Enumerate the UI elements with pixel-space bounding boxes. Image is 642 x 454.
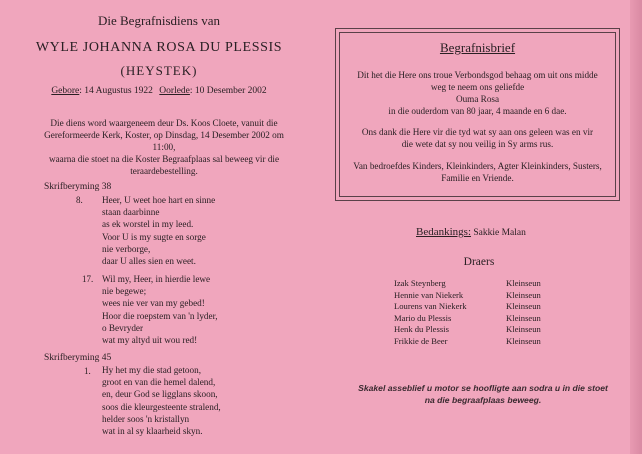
verse-line: Voor U is my sugte en sorge	[102, 231, 206, 242]
service-line: Gereformeerde Kerk, Koster, op Dinsdag, 14 Desember 2002 om 11:00,	[44, 130, 284, 152]
maiden-name: (HEYSTEK)	[120, 63, 198, 78]
service-line: Die diens word waargeneem deur Ds. Koos Cloete, vanuit die	[50, 118, 278, 128]
verse-line: daar U alles sien en weet.	[102, 256, 196, 267]
death-notice-box	[335, 28, 620, 201]
bearer-name: Frikkie de Beer	[394, 335, 448, 346]
notice-line: die wete dat sy nou veilig in Sy arms rus.	[401, 139, 554, 149]
verse-number: 1.	[84, 366, 91, 376]
bearer-name: Lourens van Niekerk	[394, 301, 467, 312]
bearer-relation: Kleinseun	[506, 312, 541, 323]
bearer-relation: Kleinseun	[506, 335, 541, 346]
notice-paragraph	[348, 69, 607, 117]
notice-paragraph	[348, 160, 607, 184]
bearer-name: Mario du Plessis	[394, 312, 452, 323]
verse-line: Wil my, Heer, in hierdie lewe	[102, 274, 211, 284]
verse-line: Hoor die roepstem van 'n lyder,	[102, 310, 218, 321]
note-line: Skakel asseblief u motor se hoofligte aan sodra u in die stoet	[358, 383, 608, 393]
bearer-name: Henk du Plessis	[394, 324, 449, 335]
died-value: : 10 Desember 2002	[189, 86, 267, 96]
program-title: Die Begrafnisdiens van	[97, 13, 221, 28]
headlights-note	[338, 383, 628, 406]
deceased-name: WYLE JOHANNA ROSA DU PLESSIS	[35, 40, 283, 55]
service-line: waarna die stoet na die Koster Begraafplaas sal beweeg vir die	[48, 154, 280, 164]
verse-line: wat in al sy klaarheid skyn.	[102, 426, 203, 437]
verse-line: wat my altyd uit wou red!	[102, 335, 198, 346]
verse-line: as ek worstel in my leed.	[102, 219, 194, 230]
notice-line: Ouma Rosa	[455, 94, 500, 104]
bearer-relation: Kleinseun	[506, 289, 541, 300]
bearer-relation: Kleinseun	[506, 278, 541, 288]
list-item	[394, 278, 566, 290]
verse-line: nie verborge,	[102, 243, 151, 254]
notice-line: Ons dank die Here vir die tyd wat sy aan ons geleen was en vir	[361, 127, 594, 137]
born-label: Gebore	[51, 86, 80, 96]
list-item	[394, 290, 566, 302]
bearer-relation: Kleinseun	[506, 324, 541, 335]
life-dates	[0, 86, 318, 96]
thanks-label: Bedankings:	[416, 226, 471, 238]
notice-line: in die ouderdom van 80 jaar, 4 maande en 6 dae.	[388, 106, 567, 116]
bearer-relation: Kleinseun	[506, 301, 541, 312]
thanks-line	[416, 226, 526, 238]
verse-line: Heer, U weet hoe hart en sinne	[102, 195, 216, 205]
verse-line: groot en van die hemel dalend,	[102, 377, 216, 388]
thanks-value: Sakkie Malan	[471, 228, 526, 238]
notice-line: weg te neem ons geliefde	[430, 82, 525, 92]
verse-line: soos die kleurgesteente stralend,	[102, 401, 221, 412]
verse-block	[102, 273, 218, 346]
notice-line: Familie en Vriende.	[441, 173, 514, 183]
verse-line: Hy het my die stad getoon,	[102, 365, 202, 375]
verse-line: nie begewe;	[102, 286, 147, 297]
verse-line: en, deur God se ligglans skoon,	[102, 389, 218, 400]
list-item	[394, 336, 566, 348]
verse-line: o Bevryder	[102, 322, 144, 333]
bearer-name: Izak Steynberg	[394, 278, 446, 288]
notice-paragraph	[348, 126, 607, 150]
list-item	[394, 301, 566, 313]
page-edge-shadow	[630, 0, 642, 454]
verse-number: 17.	[82, 274, 94, 284]
died-label: Oorlede	[159, 86, 190, 96]
death-notice-title: Begrafnisbrief	[439, 40, 516, 55]
bearers-heading: Draers	[463, 256, 495, 268]
verse-line: wees nie ver van my gebed!	[102, 298, 205, 309]
left-panel	[0, 0, 318, 454]
scripture-heading-45: Skrifberyming 45	[44, 353, 112, 363]
verse-number: 8.	[76, 195, 83, 205]
notice-line: Van bedroefdes Kinders, Kleinkinders, Agter Kleinkinders, Susters,	[353, 161, 602, 171]
service-line: teraardebestelling.	[130, 166, 198, 176]
verse-line: helder soos 'n kristallyn	[102, 413, 190, 424]
bearer-name: Hennie van Niekerk	[394, 289, 464, 300]
scripture-heading-38: Skrifberyming 38	[44, 182, 112, 192]
born-value: : 14 Augustus 1922	[79, 86, 153, 96]
list-item	[394, 324, 566, 336]
verse-block	[102, 364, 221, 437]
verse-line: staan daarbinne	[102, 207, 160, 218]
bearers-list	[394, 278, 566, 348]
service-details	[36, 117, 292, 177]
notice-line: Dit het die Here ons troue Verbondsgod behaag om uit ons midde	[357, 70, 598, 80]
note-line: na die begraafplaas beweeg.	[424, 394, 542, 405]
list-item	[394, 313, 566, 325]
